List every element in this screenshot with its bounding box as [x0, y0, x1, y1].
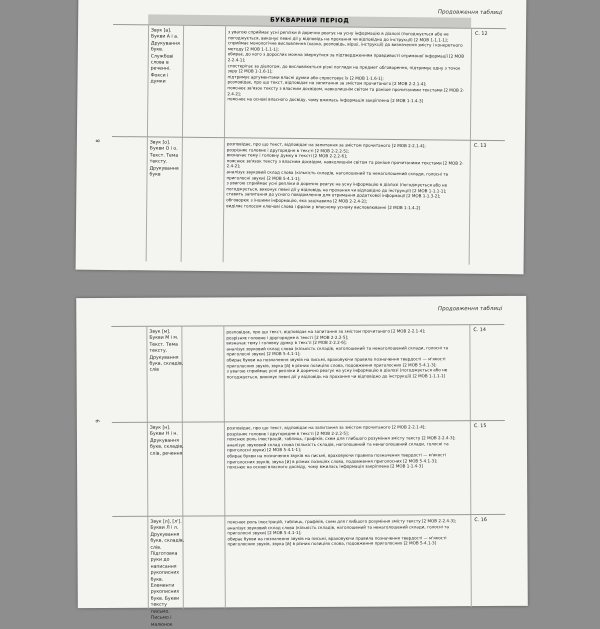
- outcomes-list: [226, 141, 467, 211]
- outcome-line: пояснює роль ілюстрацій, таблиць, графіків, схем для глибшого розуміння змісту тексту [2 МОВ 2-2.4-3];: [227, 518, 457, 525]
- outcome-line: визначає тему і головну думку в тексті [2 МОВ 2-2.2-6];: [226, 339, 347, 346]
- document-page-top: [76, 0, 527, 274]
- outcome-line: пояснює на основі власного досвіду, чому вжилась інформація закріплена [2 МОВ 1-1.4-3]: [227, 463, 423, 470]
- outcome-line: з увагою сприймає усні репліки й доречно реагує на усну інформацію в діалозі (погоджується або не погоджується, виконує певні дії у відповідь на прохання чи відповідно до інструкції) [2 МОВ 1-1.1-1]: [226, 367, 448, 380]
- outcomes-list: [227, 518, 467, 547]
- page-ref: С. 12: [474, 31, 488, 37]
- outcome-line: обирає букви на позначення звуків на письмі, враховуючи правила позначення твердості — м'якості приголосних звуків, звука [й] в різних позиціях слова, подовження приголосних [2 МОВ 5-4.1-3]: [227, 535, 447, 547]
- outcome-line: підтримує аргументами власні думки або спростовує їх [2 МОВ 1-1.6-1];: [227, 73, 384, 81]
- outcome-line: аналізує звуковий склад слова (кількість складів, наголошений та ненаголошений склади, голосні та приголосні звуки) [2 МОВ 5-4.1-1];: [226, 169, 449, 181]
- table-row: [112, 514, 505, 628]
- outcome-line: розповідає, про що текст, відповідає на запитання за змістом прочитаного [2 МОВ 2-2.1-4];: [226, 328, 426, 335]
- outcome-line: розрізняє головне і другорядне в тексті [2 МОВ 2-2.2-5];: [226, 430, 350, 436]
- lesson-topic: Звук [м]. Букви М і м. Текст. Тема тексту. Друкування букв, складів, слів: [149, 329, 184, 374]
- outcome-line: пояснює на основі власного досвіду, чому вжилась інформація закріплена [2 МОВ 1-1.4-3]: [227, 96, 424, 104]
- table-row: [111, 324, 505, 423]
- outcome-line: обирає букви на позначення звуків на письмі, враховуючи правила позначення твердості — м'якості приголосних звуків, звука [й] в різних позиціях слова, подовження приголосних [2 МОВ 5-4.1-3];: [227, 452, 447, 464]
- outcomes-list: [227, 424, 467, 470]
- outcome-line: розрізняє головне і другорядне в тексті [2 МОВ 2-2.2-5];: [226, 334, 349, 340]
- page-ref: С. 16: [474, 518, 487, 524]
- outcome-line: розповідає, про що текст, відповідає на запитання за змістом прочитаного [2 МОВ 2-2.1-4];: [226, 424, 426, 431]
- continuation-label: Продовження таблиці: [437, 9, 503, 17]
- lesson-topic: Звук [а]. Букви А і а. Друкування букв. Службові слова в реченні. Фокси і думки: [150, 28, 180, 85]
- document-page-bottom: [76, 296, 528, 628]
- outcome-line: розповідає, про що текст, відповідає на запитання за змістом прочитаного [2 МОВ 2-2.1-4];: [227, 79, 427, 87]
- outcome-line: пояснює зв'язок тексту з власним досвідом, навколишнім світом та раніше прочитаними текстами [2 МОВ 2-2.4-2];: [227, 85, 465, 96]
- outcome-line: розрізняє головне і другорядне в тексті [2 МОВ 2-2.2-5];: [226, 146, 349, 154]
- page-number: 8: [95, 139, 102, 143]
- table-row: [112, 420, 505, 517]
- continuation-label: Продовження таблиці: [437, 305, 503, 313]
- page-ref: С. 13: [473, 143, 487, 149]
- lesson-topic: Звук [о]. Букви О і о. Текст. Тема тексту. Друкування букв: [149, 140, 179, 178]
- outcome-line: обирає букви на позначення звуків на письмі, враховуючи правила позначення твердості — м'якості приголосних звуків, звука [й] в різних позиціях слова, подовження приголосних [2 МОВ 5-4.1-3];: [226, 356, 446, 368]
- outcome-line: аналізує звуковий склад слова (кількість складів, наголошений та ненаголошений склади, голосні та приголосні звуки) [2 МОВ 5-4.1-1];: [226, 345, 449, 357]
- outcome-line: виділяє голосом ключові слова і фрази у власному усному висловлюванні [2 МОВ 1-1.4-2]: [226, 202, 421, 210]
- outcome-line: пояснює зв'язок тексту з власним досвідом, навколишнім світом та раніше прочитаними текстами [2 МОВ 2-2.4-2];: [226, 158, 464, 169]
- section-title: БУКВАРНИЙ ПЕРІОД: [148, 14, 471, 27]
- page-ref: С. 15: [473, 424, 487, 430]
- outcomes-list: [226, 328, 466, 380]
- outcome-line: визначає тему і головну думку в тексті [2 МОВ 2-2.2-6];: [226, 152, 348, 159]
- outcome-line: спостерігає за діалогом, до висловлюється різні погляди на предмет обговорення, підтримує одну з точок зору [2 МОВ 1-1.6-1];: [227, 62, 461, 74]
- table-row: [111, 136, 505, 265]
- outcome-line: пояснює роль ілюстрацій, таблиць, графіків, схем для глибшого розуміння змісту тексту [2 МОВ 2-2.4-3];: [226, 435, 456, 442]
- outcome-line: ставить запитання до усного повідомлення для отримання додаткової інформації [2 МОВ 1-1.3-2];: [226, 191, 441, 199]
- outcome-line: обговорює з іншими інформацію, яка зацікавила [2 МОВ 2-2.4-2];: [226, 197, 368, 204]
- outcome-line: сприймає монологічне висловлення (казка, розповідь, вірші, інструкції) до визначення змісту і конкретного методу [2 МОВ 1-1.1-1];: [227, 40, 463, 52]
- outcome-line: з увагою сприймає усні репліки й доречно реагує на усну інформацію в діалозі (погоджується або не погоджується, виконує певні дії у відповідь на прохання чи відповідно до інструкції) [2 МОВ 1-1.1-1];: [226, 180, 448, 194]
- lesson-topic: Звук [л], [л']. Букви Л і л. Друкування букв, складів, слів. Підготовка руки до написання рукописних букв. Елементи рукописних букв. Букви тексту письмо. Письмо і малюнок: [150, 519, 185, 628]
- outcomes-list: [227, 29, 468, 104]
- page-ref: С. 14: [473, 328, 486, 334]
- table-row: [112, 24, 506, 141]
- lesson-topic: Звук [н]. Букви Н і н. Друкування букв, складів, слів, речення: [149, 425, 184, 457]
- page-number: 9: [95, 419, 102, 423]
- outcome-line: обирає, до кого з дорослих можна звернутися за підтвердженням правдивості отриманої інформації [2 МОВ 2-2.4-1];: [227, 51, 465, 63]
- outcome-line: з увагою сприймає усні репліки й доречно реагує на усну інформацію в діалозі (погоджується або не погоджується, виконує певні дії у відповідь на прохання чи відповідно до інструкції) [2 МОВ 1-1.1-1];: [227, 29, 449, 43]
- outcome-line: аналізує звуковий склад слова (кількість складів, наголошений та ненаголошений склади, голосні та приголосні звуки) [2 МОВ 5-4.1-1];: [226, 441, 449, 453]
- outcome-line: аналізує звуковий склад слова (кількість складів, наголошений та ненаголошений склади, голосні та приголосні звуки) [2 МОВ 5-4.1-1];: [227, 523, 450, 536]
- outcome-line: розповідає, про що текст, відповідає на запитання за змістом прочитаного [2 МОВ 2-2.1-4];: [226, 141, 426, 149]
